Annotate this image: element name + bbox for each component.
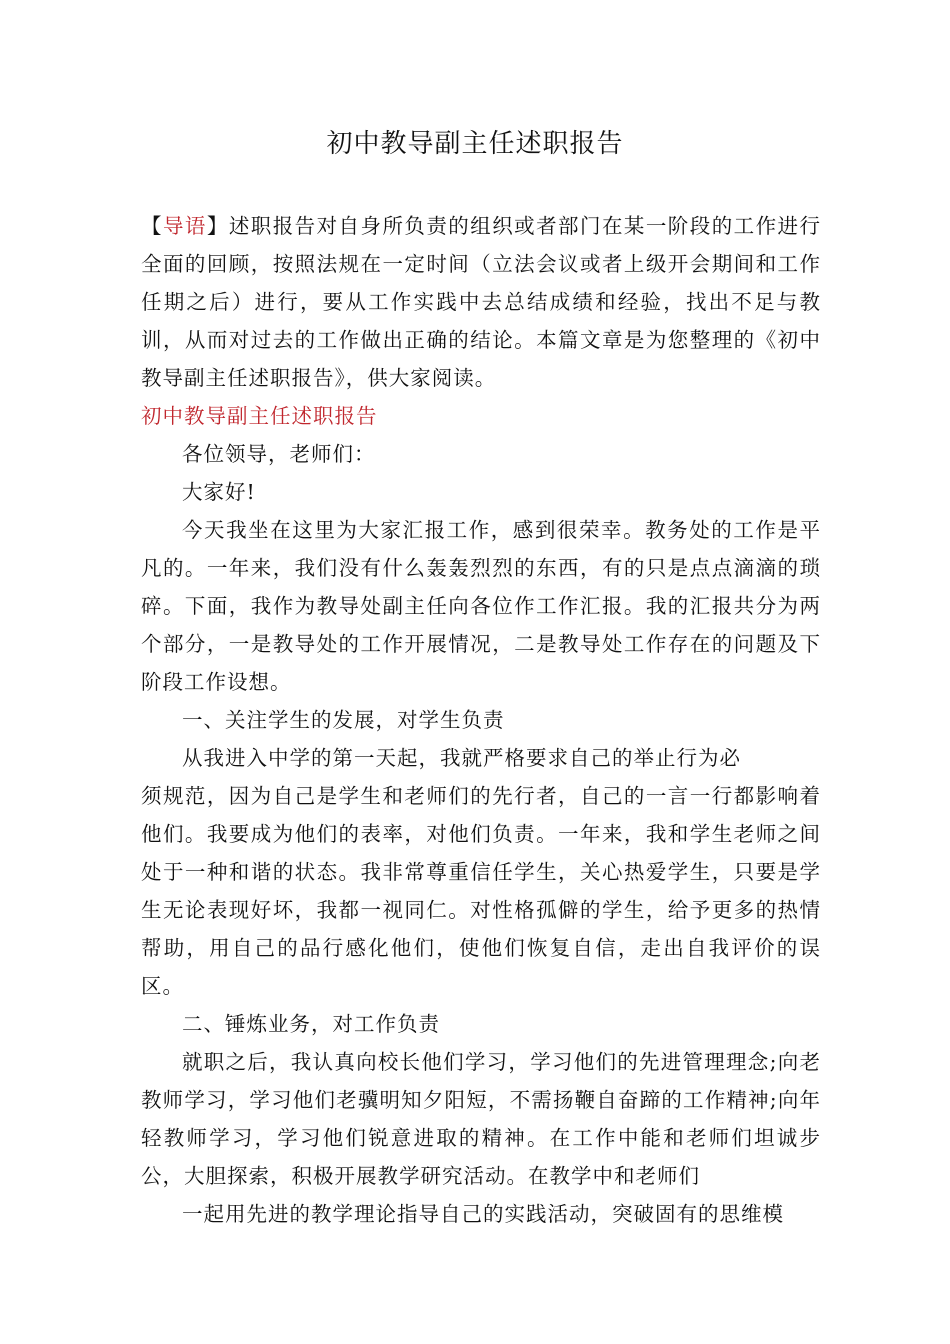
intro-tag-close: 】	[206, 214, 229, 238]
body-paragraph: 今天我坐在这里为大家汇报工作，感到很荣幸。教务处的工作是平凡的。一年来，我们没有什么轰轰烈烈的东西，有的只是点点滴滴的琐碎。下面，我作为教导处副主任向各位作工作汇报。我的汇报共分为两个部分，一是教导处的工作开展情况，二是教导处工作存在的问题及下阶段工作设想。	[141, 518, 821, 694]
section-subtitle: 初中教导副主任述职报告	[141, 404, 378, 428]
salutation: 各位领导，老师们：	[182, 442, 376, 466]
body-paragraph: 从我进入中学的第一天起，我就严格要求自己的举止行为必	[182, 746, 741, 770]
section-heading: 二、锤炼业务，对工作负责	[182, 1012, 440, 1036]
body-paragraph: 就职之后，我认真向校长他们学习，学习他们的先进管理理念;向老教师学习，学习他们老骥明知夕阳短，不需扬鞭自奋蹄的工作精神;向年轻教师学习，学习他们锐意进取的精神。在工作中能和老师们坦诚步公，大胆探索，积极开展教学研究活动。在教学中和老师们	[141, 1050, 821, 1188]
section-heading: 一、关注学生的发展，对学生负责	[182, 708, 505, 732]
body-paragraph: 须规范，因为自己是学生和老师们的先行者，自己的一言一行都影响着他们。我要成为他们的表率，对他们负责。一年来，我和学生老师之间处于一种和谐的状态。我非常尊重信任学生，关心热爱学生，只要是学生无论表现好坏，我都一视同仁。对性格孤僻的学生，给予更多的热情帮助，用自己的品行感化他们，使他们恢复自信，走出自我评价的误区。	[141, 784, 821, 998]
document-body	[141, 207, 821, 1233]
intro-paragraph	[141, 207, 821, 397]
greeting: 大家好!	[182, 480, 256, 504]
intro-tag-open: 【	[141, 214, 163, 238]
body-paragraph: 一起用先进的教学理论指导自己的实践活动，突破固有的思维模	[182, 1202, 784, 1226]
intro-text: 述职报告对自身所负责的组织或者部门在某一阶段的工作进行全面的回顾，按照法规在一定时间（立法会议或者上级开会期间和工作任期之后）进行，要从工作实践中去总结成绩和经验，找出不足与教训，从而对过去的工作做出正确的结论。本篇文章是为您整理的《初中教导副主任述职报告》，供大家阅读。	[141, 214, 822, 390]
intro-tag: 导语	[162, 214, 207, 238]
page-title: 初中教导副主任述职报告	[326, 129, 624, 159]
